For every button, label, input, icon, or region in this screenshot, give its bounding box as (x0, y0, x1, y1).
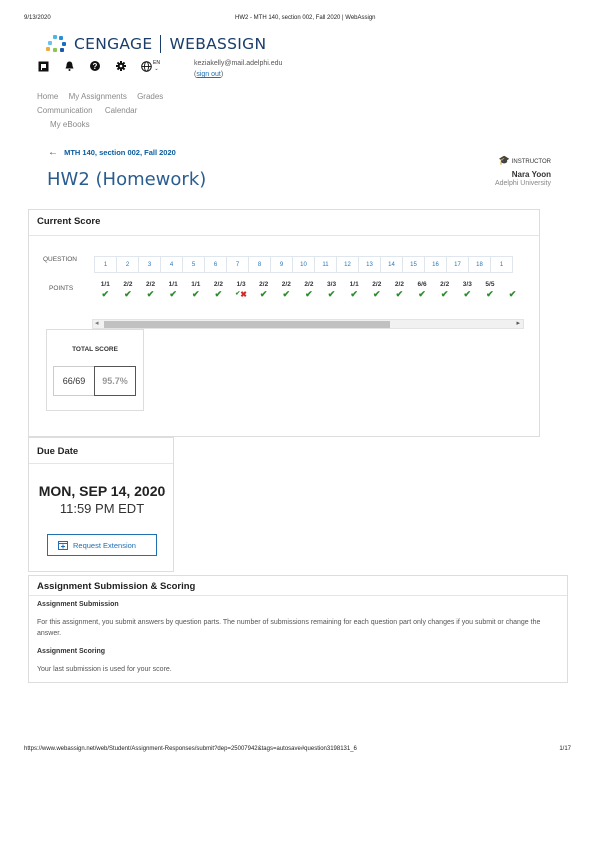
check-icon: ✔ (124, 289, 132, 299)
due-time-value: 11:59 PM EDT (59, 501, 145, 516)
question-link-15[interactable]: 15 (402, 256, 425, 273)
points-cell (185, 277, 208, 303)
question-link-8[interactable]: 8 (248, 256, 271, 273)
points-value: 2/2 (304, 281, 314, 288)
nav-grades[interactable]: Grades (137, 92, 164, 101)
question-link-13[interactable]: 13 (358, 256, 381, 273)
scroll-right-icon[interactable]: ▸ (516, 320, 520, 327)
points-value: 2/2 (440, 281, 450, 288)
instructor-label: INSTRUCTOR (511, 159, 551, 165)
request-extension-label: Request Extension (73, 540, 136, 550)
divider (29, 235, 539, 236)
footer-url: https://www.webassign.net/web/Student/Assignment-Responses/submit?dep=25007942&tags=autosave#question3198131_6 (24, 746, 357, 752)
points-cell (298, 277, 321, 303)
total-points: 66/69 (53, 366, 95, 396)
check-icon: ✔ (418, 289, 426, 299)
check-icon: ✔ (214, 289, 223, 299)
question-link-1[interactable]: 1 (94, 256, 117, 273)
points-cell (501, 277, 524, 303)
current-score-title: Current Score (37, 216, 101, 227)
print-date: 9/13/2020 (24, 15, 51, 21)
globe-icon[interactable] (141, 60, 165, 72)
points-cell (162, 277, 185, 303)
points-cell (479, 277, 502, 303)
divider (29, 463, 173, 464)
check-icon: ✔ (305, 289, 313, 299)
divider (29, 595, 567, 596)
calendar-plus-icon (58, 540, 68, 550)
points-cell (388, 277, 411, 303)
request-extension-button[interactable] (47, 534, 157, 556)
brand-cengage: CENGAGE (74, 35, 153, 53)
flag-icon[interactable] (37, 60, 49, 72)
gear-icon[interactable] (115, 60, 127, 72)
nav-communication[interactable]: Communication (37, 106, 93, 115)
points-row (94, 277, 524, 303)
points-cell (252, 277, 275, 303)
check-icon: ✔ (486, 289, 494, 299)
svg-text:?: ? (92, 62, 98, 71)
course-link-text: MTH 140, section 002, Fall 2020 (64, 148, 176, 157)
brand-webassign: WEBASSIGN (169, 35, 267, 53)
points-value: 2/2 (281, 281, 291, 288)
points-cell (343, 277, 366, 303)
help-icon[interactable] (89, 60, 101, 72)
check-icon: ✔ (259, 289, 268, 299)
points-label: POINTS (49, 285, 74, 292)
question-label: QUESTION (43, 256, 77, 263)
points-cell (275, 277, 298, 303)
points-value: 5/5 (485, 281, 495, 288)
question-link-19[interactable]: 1 (490, 256, 513, 273)
nav-my-ebooks[interactable]: My eBooks (50, 120, 90, 129)
logo-divider (160, 35, 161, 53)
horizontal-scrollbar[interactable] (92, 319, 524, 329)
question-row (94, 256, 524, 273)
due-date-panel (28, 437, 174, 572)
check-icon: ✔ (508, 289, 517, 299)
question-link-2[interactable]: 2 (116, 256, 139, 273)
question-link-6[interactable]: 6 (204, 256, 227, 273)
scroll-left-icon[interactable]: ◂ (95, 320, 99, 327)
instructor-name: Nara Yoon (511, 170, 551, 179)
question-link-4[interactable]: 4 (160, 256, 183, 273)
points-cell (411, 277, 434, 303)
points-value: 3/3 (327, 281, 337, 288)
question-table-viewport (94, 256, 524, 303)
back-arrow-icon: ← (48, 147, 58, 158)
check-icon: ✔ (463, 289, 472, 299)
question-link-5[interactable]: 5 (182, 256, 205, 273)
points-cell (207, 277, 230, 303)
points-value: 1/1 (168, 281, 178, 288)
question-link-16[interactable]: 16 (424, 256, 447, 273)
cengage-logo-icon (44, 33, 68, 55)
partial-credit-icon: ✔✖ (235, 290, 247, 299)
sign-out-link[interactable]: sign out (196, 71, 221, 78)
points-cell (366, 277, 389, 303)
check-icon: ✔ (282, 289, 291, 299)
question-link-14[interactable]: 14 (380, 256, 403, 273)
points-cell (433, 277, 456, 303)
question-link-12[interactable]: 12 (336, 256, 359, 273)
toolbar (37, 60, 179, 72)
points-value: 2/2 (372, 281, 382, 288)
check-icon: ✔ (101, 289, 110, 299)
submission-title: Assignment Submission & Scoring (37, 581, 196, 592)
current-score-panel (28, 209, 540, 437)
scrollbar-thumb[interactable] (104, 321, 390, 328)
question-link-18[interactable]: 18 (468, 256, 491, 273)
points-value: 1/1 (100, 281, 110, 288)
language-code: EN (153, 60, 160, 66)
question-link-9[interactable]: 9 (270, 256, 293, 273)
total-score-label: TOTAL SCORE (72, 346, 118, 353)
points-cell (117, 277, 140, 303)
submission-scoring-panel (28, 575, 568, 683)
check-icon: ✔ (373, 289, 381, 299)
chevron-down-icon: ⌄ (154, 66, 159, 72)
question-link-11[interactable]: 11 (314, 256, 337, 273)
total-score-box (46, 329, 144, 411)
scoring-heading: Assignment Scoring (37, 648, 106, 655)
bell-icon[interactable] (63, 60, 75, 72)
user-email: keziakelly@mail.adelphi.edu (194, 60, 283, 67)
check-icon: ✔ (146, 289, 155, 299)
check-icon: ✔ (395, 289, 404, 299)
question-link-7[interactable]: 7 (226, 256, 249, 273)
logo[interactable] (44, 33, 266, 55)
print-title: HW2 - MTH 140, section 002, Fall 2020 | WebAssign (235, 15, 376, 21)
question-link-10[interactable]: 10 (292, 256, 315, 273)
nav-calendar[interactable]: Calendar (104, 106, 138, 115)
due-date-title: Due Date (37, 446, 79, 457)
points-cell (456, 277, 479, 303)
check-icon: ✔ (192, 289, 200, 299)
instructor-university: Adelphi University (494, 180, 551, 187)
check-icon: ✔ (169, 289, 177, 299)
instructor-info (495, 155, 551, 187)
points-value: 2/2 (123, 281, 133, 288)
submission-heading: Assignment Submission (37, 601, 119, 608)
points-cell (139, 277, 162, 303)
points-value: 1/3 (236, 281, 246, 288)
points-value: 6/6 (417, 281, 427, 288)
points-value: 2/2 (213, 281, 223, 288)
nav-my-assignments[interactable]: My Assignments (68, 92, 127, 101)
points-value: 2/2 (146, 281, 156, 288)
question-link-3[interactable]: 3 (138, 256, 161, 273)
check-icon: ✔ (440, 289, 449, 299)
points-value: 1/1 (191, 281, 201, 288)
total-percent: 95.7% (94, 366, 136, 396)
graduation-cap-icon: 🎓 (498, 155, 511, 165)
points-cell (320, 277, 343, 303)
main-nav (37, 90, 163, 132)
question-link-17[interactable]: 17 (446, 256, 469, 273)
user-info: keziakelly@mail.adelphi.edu (sign out) (194, 60, 283, 78)
points-cell (94, 277, 117, 303)
course-breadcrumb[interactable] (48, 147, 176, 158)
submission-text: For this assignment, you submit answers by question parts. The number of submissions remaining for each question part only changes if you submit or change the answer. (37, 619, 541, 637)
scoring-text: Your last submission is used for your score. (37, 666, 172, 673)
points-cell (230, 277, 253, 303)
points-value: 1/1 (349, 281, 359, 288)
due-date-value: MON, SEP 14, 2020 (38, 483, 166, 499)
check-icon: ✔ (350, 289, 358, 299)
points-value: 2/2 (259, 281, 269, 288)
points-value: 2/2 (394, 281, 404, 288)
points-value: 3/3 (462, 281, 472, 288)
nav-home[interactable]: Home (37, 92, 59, 101)
page-title: HW2 (Homework) (47, 169, 207, 190)
footer-page: 1/17 (559, 746, 571, 752)
check-icon: ✔ (327, 289, 336, 299)
